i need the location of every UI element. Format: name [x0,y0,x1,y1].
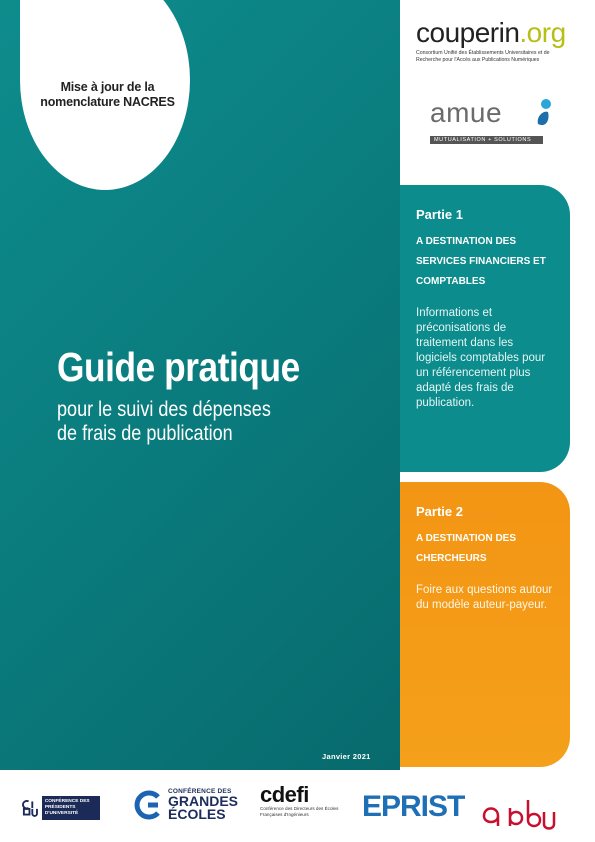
update-label: Mise à jour de la nomenclature NACRES [40,80,175,109]
cge-label-big: GRANDES [168,793,239,809]
cge-logo [132,788,238,821]
part-description: Informations et préconisations de traitement dans les logiciels comptables pour un référencement plus adapté des frais de publication. [416,307,546,409]
cge-label-big: ÉCOLES [168,806,226,822]
part-audience: A DESTINATION DES SERVICES FINANCIERS ET COMPTABLES [416,236,546,287]
amue-logo [430,98,545,144]
part-audience: A DESTINATION DES CHERCHEURS [416,533,517,564]
subtitle-line: de frais de publication [57,422,233,445]
cge-mark-icon [132,789,164,821]
eprist-logo: EPRIST [362,790,465,823]
couperin-wordmark: couperin.org [416,17,566,48]
cpu-mark-icon [22,790,39,826]
couperin-tagline: Consortium Unifié des Établissements Universitaires et de Recherche pour l'Accès aux Publications Numériques [416,50,550,63]
cdefi-logo [260,784,340,817]
part-2-card [400,482,570,767]
cdefi-wordmark: cdefi [260,782,309,807]
subtitle-line: pour le suivi des dépenses [57,398,271,421]
page-title: Guide pratique [57,344,300,390]
amue-wordmark: amue [430,97,503,128]
publication-date: Janvier 2021 [322,752,371,761]
cpu-label: CONFÉRENCE DES PRÉSIDENTS D'UNIVERSITÉ [42,796,100,820]
part-description: Foire aux questions autour du modèle auteur-payeur. [416,584,553,611]
couperin-logo [416,18,576,63]
cpu-logo [22,788,100,828]
cge-label-small: CONFÉRENCE DES [168,788,232,795]
amue-tagline: MUTUALISATION + SOLUTIONS [430,136,543,144]
part-title: Partie 1 [416,207,463,222]
page-subtitle [57,398,271,446]
adbu-logo-icon [480,786,562,836]
part-1-card [400,185,570,472]
partner-logos [0,770,595,842]
part-title: Partie 2 [416,504,463,519]
amue-drop-icon [534,96,554,130]
cdefi-tagline: Conférence des Directeurs des Écoles Françaises d'Ingénieurs [260,806,339,817]
